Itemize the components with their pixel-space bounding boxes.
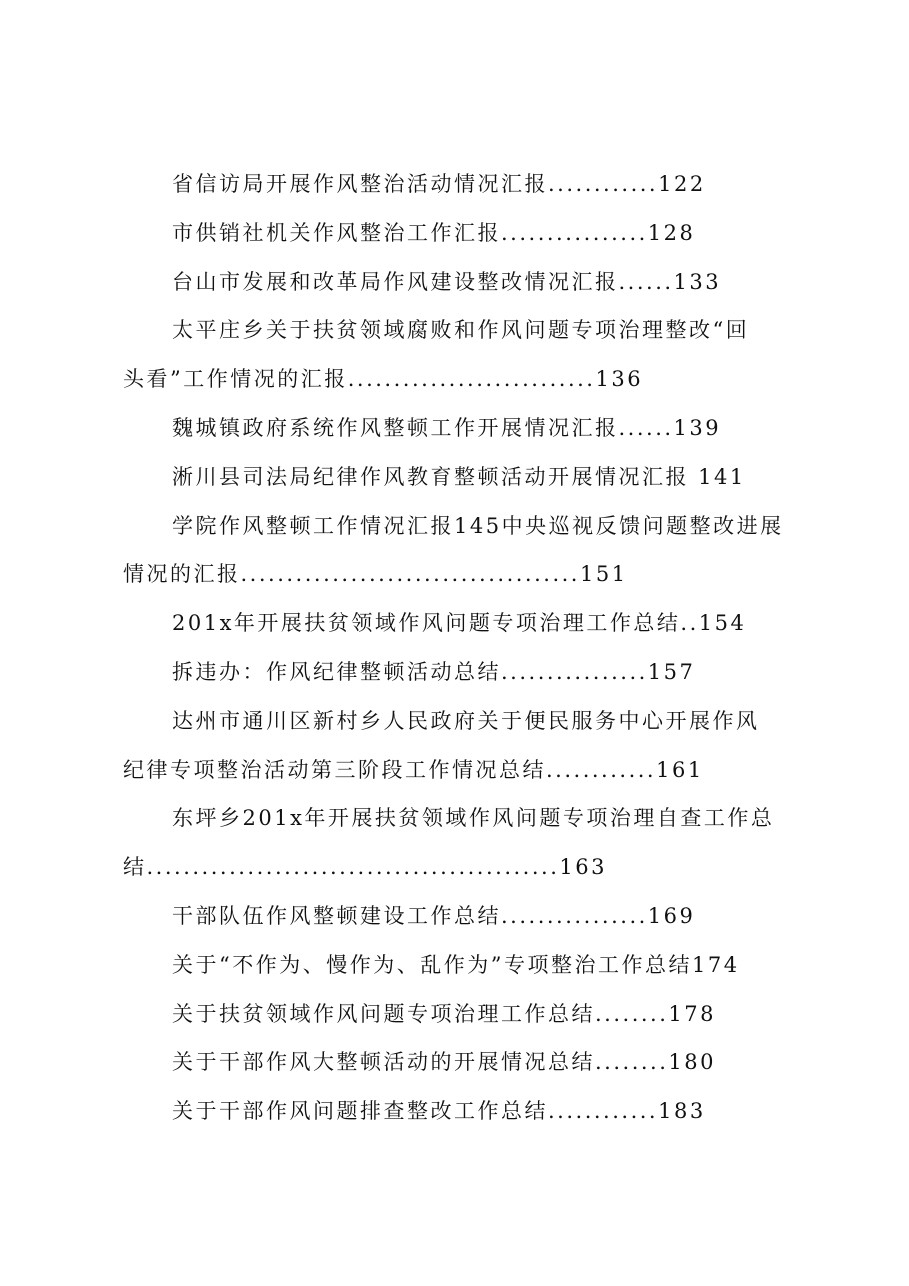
toc-entry-continuation: 结.............................................163 — [123, 855, 607, 880]
toc-entry: 关于干部作风大整顿活动的开展情况总结........180 — [172, 1050, 716, 1075]
toc-entry-continuation: 情况的汇报.....................................151 — [123, 562, 628, 587]
toc-entry: 魏城镇政府系统作风整顿工作开展情况汇报......139 — [172, 415, 722, 440]
toc-entry: 台山市发展和改革局作风建设整改情况汇报......133 — [172, 269, 722, 294]
toc-entry: 市供销社机关作风整治工作汇报................128 — [172, 220, 696, 245]
toc-entry: 达州市通川区新村乡人民政府关于便民服务中心开展作风 — [172, 708, 760, 733]
toc-entry-continuation: 头看”工作情况的汇报...........................136 — [123, 367, 644, 392]
toc-entry: 省信访局开展作风整治活动情况汇报............122 — [172, 172, 706, 196]
toc-entry: 201x年开展扶贫领域作风问题专项治理工作总结..154 — [172, 611, 747, 636]
toc-entry: 干部队伍作风整顿建设工作总结................169 — [172, 903, 696, 928]
toc-entry: 关于扶贫领域作风问题专项治理工作总结........178 — [172, 1001, 716, 1026]
toc-entry: 东坪乡201x年开展扶贫领域作风问题专项治理自查工作总 — [172, 806, 775, 831]
toc-entry: 关于“不作为、慢作为、乱作为”专项整治工作总结174 — [172, 952, 740, 977]
toc-entry: 淅川县司法局纪律作风教育整顿活动开展情况汇报 141 — [172, 464, 746, 489]
toc-entry: 太平庄乡关于扶贫领域腐败和作风问题专项治理整改“回 — [172, 318, 750, 343]
toc-entry: 学院作风整顿工作情况汇报145中央巡视反馈问题整改进展 — [172, 513, 784, 538]
toc-entry: 拆违办：作风纪律整顿活动总结................157 — [172, 659, 696, 684]
toc-entry: 关于干部作风问题排查整改工作总结............183 — [172, 1099, 706, 1124]
table-of-contents — [123, 160, 803, 1136]
toc-entry-continuation: 纪律专项整治活动第三阶段工作情况总结............161 — [123, 757, 704, 782]
